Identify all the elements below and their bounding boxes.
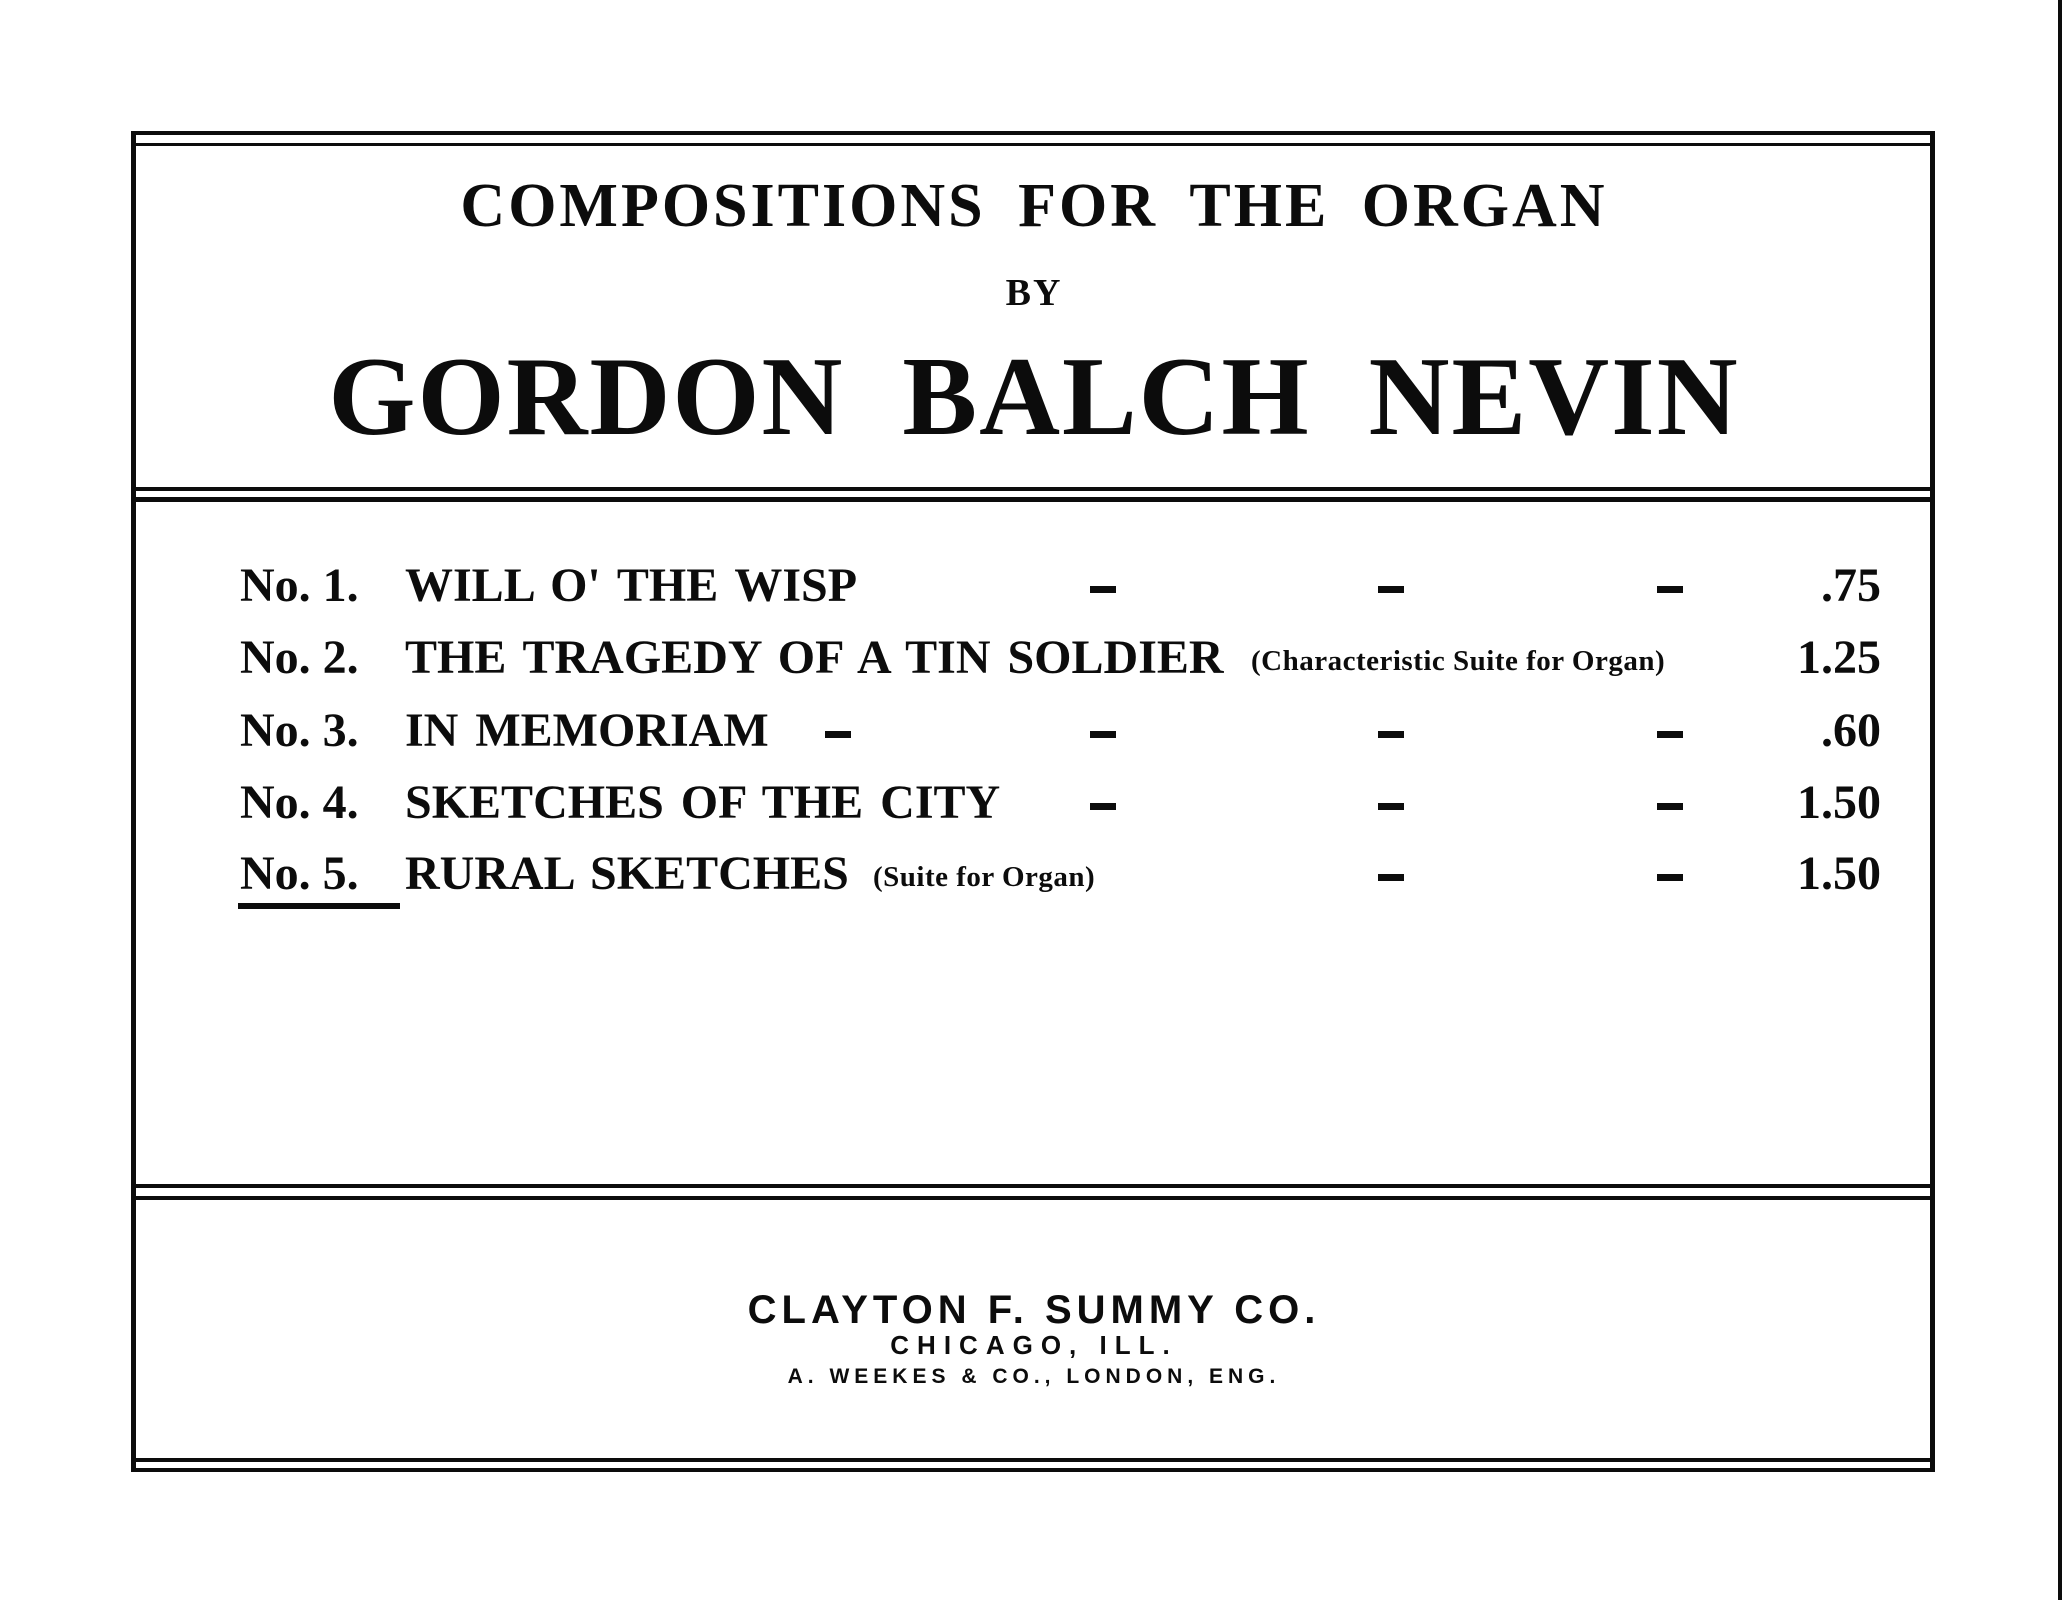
leader-dash — [1378, 586, 1404, 593]
catalog-title: RURAL SKETCHES — [405, 847, 849, 900]
catalog-subtitle: (Characteristic Suite for Organ) — [1251, 645, 1666, 677]
leader-dash — [1378, 803, 1404, 810]
catalog-number: No. 3. — [240, 704, 359, 757]
catalog-title: IN MEMORIAM — [405, 704, 769, 757]
publisher-city: CHICAGO, ILL. — [890, 1330, 1178, 1360]
leader-dash — [1657, 874, 1683, 881]
catalog-number: No. 2. — [240, 631, 359, 684]
leader-dash — [1378, 874, 1404, 881]
header-divider-rule — [131, 487, 1935, 491]
leader-dash — [1090, 586, 1116, 593]
leader-dash — [1657, 586, 1683, 593]
catalog-row-4 — [135, 773, 1933, 833]
catalog-number: No. 4. — [240, 776, 359, 829]
leader-dash — [825, 731, 851, 738]
leader-dash — [1090, 803, 1116, 810]
catalog-title: THE TRAGEDY OF A TIN SOLDIER — [405, 631, 1224, 684]
publisher-agent: A. WEEKES & CO., LONDON, ENG. — [787, 1365, 1281, 1388]
frame-bottom-inner-rule — [131, 1458, 1935, 1462]
footer-divider-rule — [131, 1196, 1935, 1200]
leader-dash — [1657, 731, 1683, 738]
catalog-row-5 — [135, 844, 1933, 904]
no5-underline-rule — [238, 903, 400, 909]
catalog-price: .75 — [1821, 559, 1881, 612]
series-title: COMPOSITIONS FOR THE ORGAN — [460, 172, 1608, 240]
publisher-name: CLAYTON F. SUMMY CO. — [747, 1288, 1321, 1332]
catalog-row-3 — [135, 701, 1933, 761]
catalog-row-1 — [135, 556, 1933, 616]
leader-dash — [1090, 731, 1116, 738]
catalog-number: No. 5. — [240, 847, 359, 900]
frame-top-inner-rule — [131, 143, 1935, 146]
catalog-price: 1.25 — [1797, 631, 1881, 684]
leader-dash — [1657, 803, 1683, 810]
footer-divider-rule — [131, 1184, 1935, 1188]
catalog-title: SKETCHES OF THE CITY — [405, 776, 1001, 829]
catalog-title: WILL O' THE WISP — [405, 559, 858, 612]
catalog-subtitle: (Suite for Organ) — [873, 861, 1096, 893]
frame-top-outer-rule — [131, 131, 1935, 135]
catalog-price: .60 — [1821, 704, 1881, 757]
catalog-number: No. 1. — [240, 559, 359, 612]
catalog-price: 1.50 — [1797, 847, 1881, 900]
by-label: BY — [1005, 272, 1063, 314]
leader-dash — [1378, 731, 1404, 738]
frame-bottom-outer-rule — [131, 1468, 1935, 1472]
catalog-row-2 — [135, 628, 1933, 688]
catalog-price: 1.50 — [1797, 776, 1881, 829]
header-divider-rule — [131, 497, 1935, 502]
scan-page-edge-line — [2058, 0, 2062, 1600]
composer-name: GORDON BALCH NEVIN — [328, 335, 1740, 459]
